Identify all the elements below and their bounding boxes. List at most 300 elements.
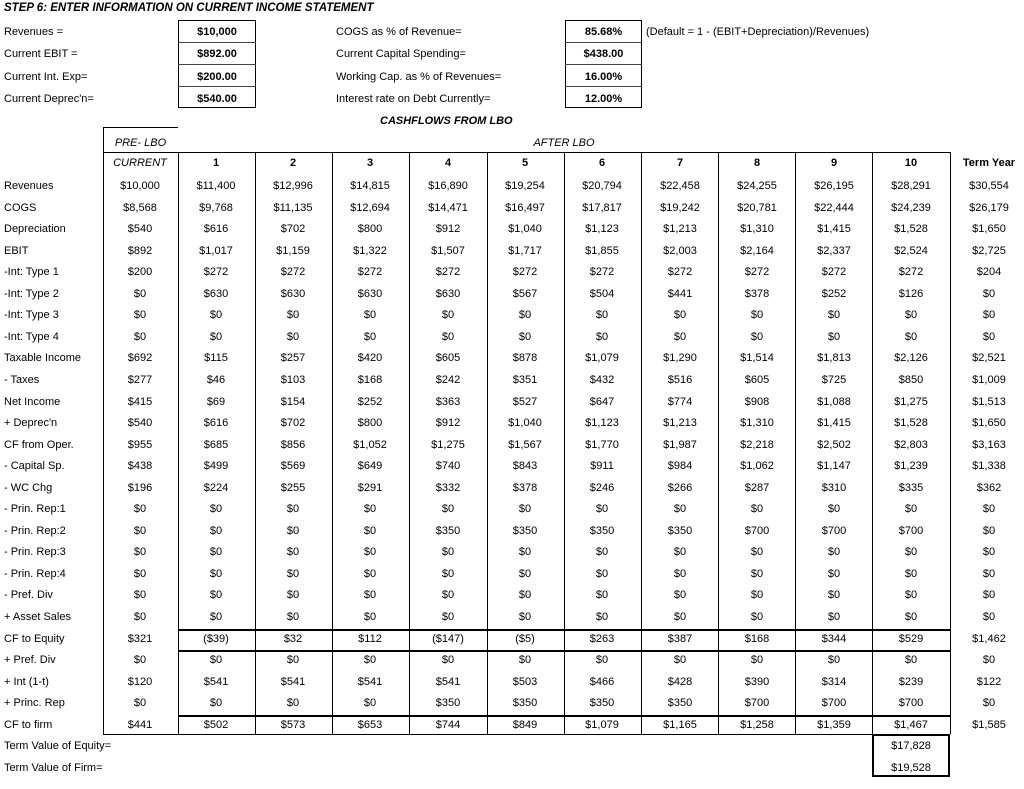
table-cell: $0	[827, 309, 841, 322]
row-label: - Capital Sp.	[4, 460, 65, 473]
table-cell: $1,009	[972, 373, 1006, 386]
table-cell: $0	[673, 309, 687, 322]
input-cogs-pct-value[interactable]: 85.68%	[584, 26, 623, 38]
table-cell: $0	[904, 309, 918, 322]
table-cell: $314	[821, 675, 847, 688]
table-cell: $0	[518, 503, 532, 516]
table-cell: $685	[203, 438, 229, 451]
table-cell: $246	[589, 481, 615, 494]
table-cell: $0	[363, 309, 377, 322]
row-label: Net Income	[4, 395, 61, 408]
table-cell: $350	[512, 697, 538, 710]
table-cell: $541	[435, 675, 461, 688]
table-cell: $700	[898, 697, 924, 710]
table-cell: $1,567	[508, 438, 542, 451]
row-label: -Int: Type 1	[4, 266, 59, 279]
table-cell: $0	[363, 567, 377, 580]
table-cell: $1,147	[817, 460, 851, 473]
table-cell: $0	[518, 611, 532, 623]
table-cell: $0	[673, 503, 687, 516]
column-divider	[487, 152, 488, 734]
table-cell: $0	[904, 330, 918, 343]
table-cell: $2,164	[740, 244, 774, 257]
table-cell: $0	[904, 567, 918, 580]
table-cell: $984	[667, 460, 693, 473]
table-cell: $350	[435, 697, 461, 710]
table-cell: $1,322	[353, 244, 387, 257]
table-cell: $1,513	[972, 395, 1006, 408]
table-cell: $856	[280, 438, 306, 451]
table-cell: $14,815	[350, 180, 390, 192]
table-cell: $0	[827, 567, 841, 580]
table-cell: $9,768	[199, 201, 233, 214]
table-cell: $0	[286, 697, 300, 710]
table-cell: $0	[133, 697, 147, 710]
table-cell: $272	[203, 266, 229, 279]
table-cell: $432	[589, 373, 615, 386]
table-cell: $0	[595, 546, 609, 559]
table-cell: $0	[286, 524, 300, 537]
table-cell: $24,255	[737, 180, 777, 192]
table-cell: $378	[512, 481, 538, 494]
column-header: 2	[289, 157, 297, 169]
table-cell: $0	[904, 503, 918, 516]
table-cell: $30,554	[969, 180, 1009, 192]
table-cell: $415	[127, 395, 153, 408]
table-cell: $1,813	[817, 352, 851, 365]
table-cell: $266	[667, 481, 693, 494]
column-header: 1	[212, 157, 220, 169]
table-cell: $0	[286, 330, 300, 343]
table-cell: $350	[589, 697, 615, 710]
table-cell: $1,717	[508, 244, 542, 257]
table-cell: $0	[982, 503, 996, 516]
table-cell: $1,040	[508, 223, 542, 236]
table-cell: $908	[744, 395, 770, 408]
table-cell: $291	[357, 481, 383, 494]
table-cell: $0	[286, 611, 300, 623]
input-label-revenues: Revenues =	[4, 26, 64, 38]
column-divider	[409, 152, 410, 734]
column-divider	[641, 152, 642, 734]
table-cell: $702	[280, 417, 306, 430]
table-cell: $1,585	[972, 718, 1006, 731]
row-label: -Int: Type 3	[4, 309, 59, 322]
table-cell: $239	[898, 675, 924, 688]
table-cell: $0	[595, 654, 609, 667]
table-cell: $438	[127, 460, 153, 473]
table-cell: $0	[982, 697, 996, 710]
input-label-cogs-pct: COGS as % of Revenue=	[336, 26, 462, 38]
row-label: Revenues	[4, 180, 54, 192]
row-label: + Int (1-t)	[4, 675, 49, 688]
table-cell: $2,803	[894, 438, 928, 451]
table-cell: $0	[363, 524, 377, 537]
table-cell: $0	[673, 654, 687, 667]
table-cell: $2,218	[740, 438, 774, 451]
table-cell: $1,462	[972, 632, 1006, 645]
table-cell: $0	[209, 697, 223, 710]
table-cell: $122	[976, 675, 1002, 688]
cf-equity-bottom-rule	[178, 650, 950, 652]
table-cell: $0	[133, 546, 147, 559]
row-label: Depreciation	[4, 223, 66, 236]
table-cell: $10,000	[120, 180, 160, 192]
table-cell: $0	[441, 567, 455, 580]
table-cell: $168	[357, 373, 383, 386]
table-cell: $1,338	[972, 460, 1006, 473]
table-cell: $12,996	[273, 180, 313, 192]
table-cell: $350	[435, 524, 461, 537]
input-label-interest-rate: Interest rate on Debt Currently=	[336, 93, 491, 105]
table-cell: $1,987	[663, 438, 697, 451]
row-label: - Prin. Rep:2	[4, 524, 66, 537]
table-cell: $912	[435, 223, 461, 236]
table-cell: $499	[203, 460, 229, 473]
table-cell: $0	[982, 524, 996, 537]
table-cell: $616	[203, 223, 229, 236]
table-cell: $0	[133, 611, 147, 623]
column-header: Term Year	[962, 157, 1016, 169]
table-cell: $0	[209, 589, 223, 602]
table-cell: $700	[821, 697, 847, 710]
table-cell: $200	[127, 266, 153, 279]
input-working-cap-value[interactable]: 16.00%	[584, 71, 623, 83]
table-cell: $126	[898, 287, 924, 300]
table-cell: $252	[821, 287, 847, 300]
table-cell: $272	[589, 266, 615, 279]
table-cell: $0	[209, 567, 223, 580]
column-divider	[178, 152, 179, 734]
column-header: CURRENT	[113, 157, 167, 169]
table-cell: $1,088	[817, 395, 851, 408]
table-cell: ($147)	[432, 632, 464, 645]
table-cell: $649	[357, 460, 383, 473]
table-cell: $0	[673, 589, 687, 602]
row-label: + Pref. Div	[4, 654, 56, 667]
table-cell: $725	[821, 373, 847, 386]
table-cell: $541	[357, 675, 383, 688]
table-cell: $168	[744, 632, 770, 645]
table-cell: $700	[821, 524, 847, 537]
table-cell: $3,163	[972, 438, 1006, 451]
table-cell: $1,079	[585, 352, 619, 365]
table-cell: $11,400	[196, 180, 236, 192]
table-cell: $1,275	[894, 395, 928, 408]
column-header: 10	[904, 157, 918, 169]
table-cell: $630	[357, 287, 383, 300]
row-label: - Taxes	[4, 373, 40, 386]
table-cell: $541	[203, 675, 229, 688]
table-cell: $740	[435, 460, 461, 473]
table-cell: $502	[203, 718, 229, 731]
table-cell: $700	[744, 524, 770, 537]
table-cell: $32	[283, 632, 303, 645]
table-cell: $0	[133, 309, 147, 322]
table-cell: $0	[673, 546, 687, 559]
input-capital-spending-value[interactable]: $438.00	[583, 48, 624, 60]
table-cell: $0	[209, 503, 223, 516]
table-cell: $428	[667, 675, 693, 688]
cf-equity-top-rule	[178, 629, 950, 631]
input-revenues-value[interactable]: $10,000	[197, 26, 237, 38]
table-cell: $0	[750, 567, 764, 580]
table-cell: $878	[512, 352, 538, 365]
table-cell: $0	[904, 611, 918, 623]
table-cell: $0	[363, 503, 377, 516]
table-cell: $0	[750, 330, 764, 343]
table-cell: $14,471	[428, 201, 468, 214]
table-cell: $12,694	[350, 201, 390, 214]
table-cell: $255	[280, 481, 306, 494]
table-cell: $541	[280, 675, 306, 688]
table-cell: $321	[127, 632, 153, 645]
table-cell: $0	[518, 330, 532, 343]
table-cell: $363	[435, 395, 461, 408]
table-cell: $242	[435, 373, 461, 386]
cogs-default-note: (Default = 1 - (EBIT+Depreciation)/Revenues)	[646, 26, 870, 38]
term-value-equity-label: Term Value of Equity=	[4, 740, 112, 752]
table-cell: $0	[982, 330, 996, 343]
table-cell: $0	[595, 309, 609, 322]
table-cell: $0	[595, 503, 609, 516]
row-label: + Asset Sales	[4, 611, 71, 623]
table-cell: $263	[589, 632, 615, 645]
table-cell: $1,040	[508, 417, 542, 430]
table-cell: $120	[127, 675, 153, 688]
table-cell: $277	[127, 373, 153, 386]
table-cell: $702	[280, 223, 306, 236]
table-cell: $0	[750, 309, 764, 322]
input-ebit-value[interactable]: $892.00	[197, 48, 237, 60]
table-cell: $569	[280, 460, 306, 473]
table-cell: $800	[357, 223, 383, 236]
table-cell: $1,310	[740, 223, 774, 236]
table-cell: $272	[898, 266, 924, 279]
table-cell: $0	[441, 589, 455, 602]
table-cell: $0	[827, 546, 841, 559]
table-cell: $22,458	[660, 180, 700, 192]
input-label-capital-spending: Current Capital Spending=	[336, 48, 466, 60]
table-cell: $0	[904, 546, 918, 559]
table-cell: $19,254	[505, 180, 545, 192]
table-cell: $843	[512, 460, 538, 473]
table-cell: $573	[280, 718, 306, 731]
table-cell: $1,052	[353, 438, 387, 451]
table-cell: $0	[595, 589, 609, 602]
table-cell: $0	[982, 589, 996, 602]
table-cell: $28,291	[891, 180, 931, 192]
row-label: + Princ. Rep	[4, 697, 65, 710]
table-cell: $892	[127, 244, 153, 257]
table-cell: $1,159	[276, 244, 310, 257]
table-cell: $1,079	[585, 718, 619, 731]
table-cell: $647	[589, 395, 615, 408]
table-cell: $529	[898, 632, 924, 645]
table-cell: $103	[280, 373, 306, 386]
table-cell: $272	[435, 266, 461, 279]
after-lbo-label: AFTER LBO	[533, 137, 595, 149]
table-cell: $0	[209, 330, 223, 343]
column-header: 6	[598, 157, 606, 169]
table-cell: ($5)	[515, 632, 535, 645]
table-cell: $2,521	[972, 352, 1006, 365]
table-cell: $390	[744, 675, 770, 688]
term-value-firm-label: Term Value of Firm=	[4, 762, 103, 774]
table-cell: $0	[982, 567, 996, 580]
table-cell: $1,310	[740, 417, 774, 430]
table-cell: $0	[209, 654, 223, 667]
step-title: STEP 6: ENTER INFORMATION ON CURRENT INCOME STATEMENT	[4, 2, 374, 14]
table-cell: $540	[127, 417, 153, 430]
row-label: EBIT	[4, 244, 29, 257]
table-cell: $310	[821, 481, 847, 494]
table-cell: $1,017	[199, 244, 233, 257]
table-cell: $272	[357, 266, 383, 279]
table-cell: $1,123	[585, 417, 619, 430]
table-cell: $69	[206, 395, 226, 408]
table-cell: $1,239	[894, 460, 928, 473]
table-cell: $0	[982, 611, 996, 623]
table-cell: $0	[595, 330, 609, 343]
table-cell: $0	[518, 654, 532, 667]
header-divider	[103, 152, 950, 153]
table-cell: $332	[435, 481, 461, 494]
table-cell: $0	[904, 654, 918, 667]
table-cell: $22,444	[814, 201, 854, 214]
table-cell: $0	[673, 330, 687, 343]
table-bottom-border	[103, 734, 950, 735]
table-cell: $849	[512, 718, 538, 731]
table-cell: $1,514	[740, 352, 774, 365]
table-cell: $955	[127, 438, 153, 451]
input-label-int-exp: Current Int. Exp=	[4, 71, 88, 83]
table-cell: $0	[518, 309, 532, 322]
column-divider	[950, 152, 951, 734]
cf-firm-top-rule	[178, 715, 950, 717]
table-cell: $692	[127, 352, 153, 365]
table-cell: $0	[518, 567, 532, 580]
table-cell: $0	[286, 309, 300, 322]
table-cell: $0	[133, 589, 147, 602]
table-cell: $0	[133, 654, 147, 667]
table-cell: $17,817	[582, 201, 622, 214]
table-cell: $1,123	[585, 223, 619, 236]
table-cell: $24,239	[891, 201, 931, 214]
table-cell: $335	[898, 481, 924, 494]
pre-lbo-left-border	[103, 127, 104, 734]
table-cell: $441	[127, 718, 153, 731]
table-cell: $1,528	[894, 223, 928, 236]
table-cell: $0	[441, 503, 455, 516]
row-label: CF from Oper.	[4, 438, 74, 451]
table-cell: $0	[286, 567, 300, 580]
table-cell: $0	[363, 330, 377, 343]
table-cell: $350	[667, 697, 693, 710]
table-cell: $0	[441, 309, 455, 322]
table-cell: $287	[744, 481, 770, 494]
table-cell: $0	[133, 524, 147, 537]
table-cell: $0	[133, 503, 147, 516]
table-cell: $0	[827, 330, 841, 343]
table-cell: $0	[595, 611, 609, 623]
table-cell: $653	[357, 718, 383, 731]
table-cell: $20,781	[737, 201, 777, 214]
column-divider	[718, 152, 719, 734]
table-cell: $2,003	[663, 244, 697, 257]
pre-lbo-top-border	[103, 127, 178, 128]
column-divider	[255, 152, 256, 734]
table-cell: $0	[363, 611, 377, 623]
table-cell: $224	[203, 481, 229, 494]
table-cell: $466	[589, 675, 615, 688]
table-cell: $420	[357, 352, 383, 365]
input-label-ebit: Current EBIT =	[4, 48, 78, 60]
column-divider	[564, 152, 565, 734]
column-header: 8	[753, 157, 761, 169]
table-cell: $0	[363, 546, 377, 559]
table-cell: $351	[512, 373, 538, 386]
row-label: + Deprec'n	[4, 417, 58, 430]
table-cell: $350	[589, 524, 615, 537]
table-cell: $0	[827, 611, 841, 623]
table-cell: $441	[667, 287, 693, 300]
table-cell: $378	[744, 287, 770, 300]
table-cell: $0	[209, 309, 223, 322]
table-cell: $630	[280, 287, 306, 300]
table-cell: $0	[595, 567, 609, 580]
row-label: - Prin. Rep:1	[4, 503, 66, 516]
table-cell: $0	[518, 546, 532, 559]
table-cell: $0	[133, 330, 147, 343]
table-cell: $1,415	[817, 223, 851, 236]
row-label: - Prin. Rep:3	[4, 546, 66, 559]
table-cell: $1,165	[663, 718, 697, 731]
table-cell: $774	[667, 395, 693, 408]
term-value-firm-value: $19,528	[891, 762, 931, 774]
table-cell: $1,507	[431, 244, 465, 257]
table-cell: $20,794	[582, 180, 622, 192]
table-cell: $1,770	[585, 438, 619, 451]
table-cell: $0	[518, 589, 532, 602]
table-cell: $0	[363, 697, 377, 710]
table-cell: $605	[435, 352, 461, 365]
pre-lbo-label: PRE- LBO	[114, 137, 167, 149]
input-deprec-value[interactable]: $540.00	[197, 93, 237, 105]
table-cell: $112	[358, 632, 382, 645]
table-cell: $0	[441, 546, 455, 559]
table-cell: $2,337	[817, 244, 851, 257]
row-label: - WC Chg	[4, 481, 53, 494]
table-cell: $630	[435, 287, 461, 300]
table-cell: $0	[286, 503, 300, 516]
row-label: - Prin. Rep:4	[4, 567, 66, 580]
table-cell: $2,126	[894, 352, 928, 365]
input-int-exp-value[interactable]: $200.00	[197, 71, 237, 83]
table-cell: $8,568	[123, 201, 157, 214]
table-cell: $0	[904, 589, 918, 602]
table-cell: $700	[898, 524, 924, 537]
table-cell: $0	[286, 589, 300, 602]
input-interest-rate-value[interactable]: 12.00%	[584, 93, 623, 105]
row-label: COGS	[4, 201, 37, 214]
row-label: -Int: Type 2	[4, 287, 59, 300]
table-cell: $850	[898, 373, 924, 386]
table-cell: $272	[821, 266, 847, 279]
table-cell: $0	[750, 654, 764, 667]
column-divider	[872, 152, 873, 734]
table-cell: $0	[209, 611, 223, 623]
